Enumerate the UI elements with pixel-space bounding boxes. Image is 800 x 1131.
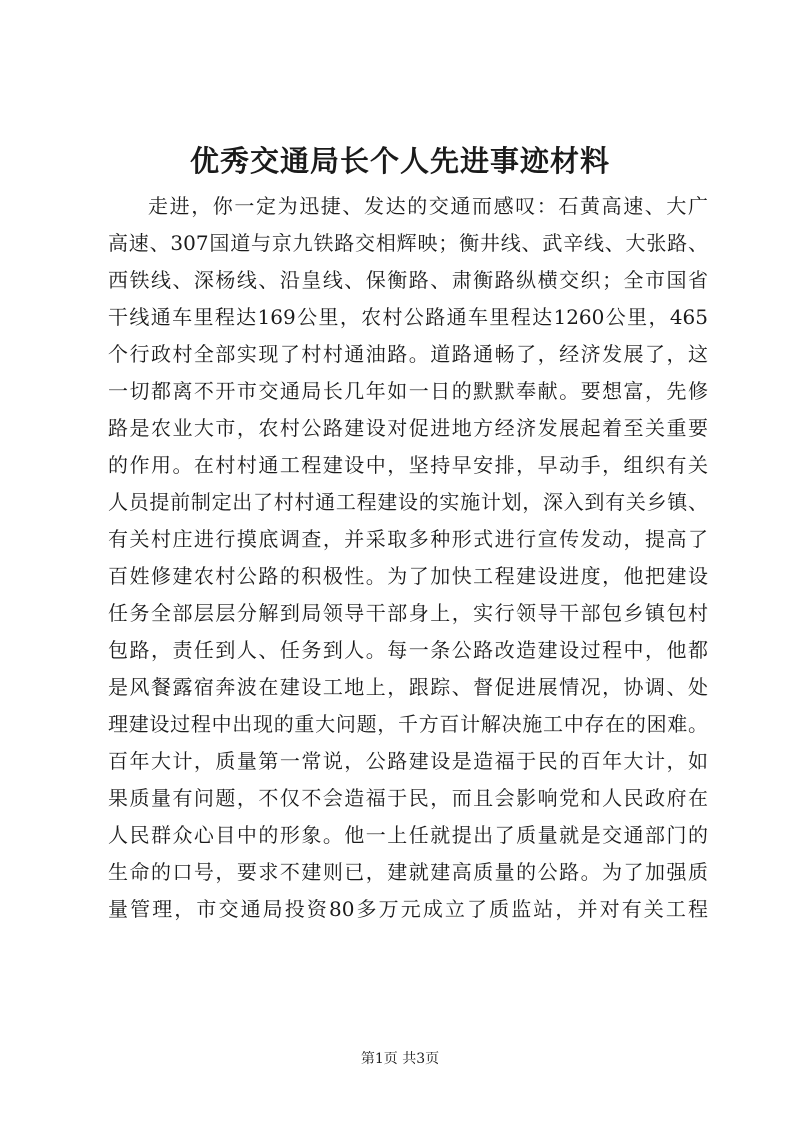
- body-line: 量管理，市交通局投资80多万元成立了质监站，并对有关工程: [108, 897, 708, 921]
- page-footer: 第1页 共3页: [360, 1051, 440, 1067]
- body-line: 是风餐露宿奔波在建设工地上，跟踪、督促进展情况，协调、处: [108, 675, 708, 699]
- body-line: 任务全部层层分解到局领导干部身上，实行领导干部包乡镇包村: [108, 601, 708, 625]
- body-line: 的作用。在村村通工程建设中，坚持早安排，早动手，组织有关: [108, 453, 708, 477]
- body-line: 干线通车里程达169公里，农村公路通车里程达1260公里，465: [108, 305, 708, 329]
- body-line: 果质量有问题，不仅不会造福于民，而且会影响党和人民政府在: [108, 786, 708, 810]
- body-line: 百年大计，质量第一常说，公路建设是造福于民的百年大计，如: [108, 749, 708, 773]
- body-line: 个行政村全部实现了村村通油路。道路通畅了，经济发展了，这: [108, 342, 708, 366]
- body-line: 理建设过程中出现的重大问题，千方百计解决施工中存在的困难。: [108, 712, 708, 736]
- body-line: 生命的口号，要求不建则已，建就建高质量的公路。为了加强质: [108, 860, 708, 884]
- body-line: 西铁线、深杨线、沿皇线、保衡路、肃衡路纵横交织；全市国省: [108, 268, 708, 292]
- body-line: 路是农业大市，农村公路建设对促进地方经济发展起着至关重要: [108, 416, 708, 440]
- body-line: 百姓修建农村公路的积极性。为了加快工程建设进度，他把建设: [108, 564, 708, 588]
- body-line: 包路，责任到人、任务到人。每一条公路改造建设过程中，他都: [108, 638, 708, 662]
- body-line: 人民群众心目中的形象。他一上任就提出了质量就是交通部门的: [108, 823, 708, 847]
- body-line: 有关村庄进行摸底调查，并采取多种形式进行宣传发动，提高了: [108, 527, 708, 551]
- body-line: 人员提前制定出了村村通工程建设的实施计划，深入到有关乡镇、: [108, 490, 708, 514]
- body-line: 一切都离不开市交通局长几年如一日的默默奉献。要想富，先修: [108, 379, 708, 403]
- document-body: [108, 188, 708, 928]
- body-line: 高速、307国道与京九铁路交相辉映；衡井线、武辛线、大张路、: [108, 231, 708, 255]
- body-line: 走进，你一定为迅捷、发达的交通而感叹：石黄高速、大广: [148, 194, 708, 218]
- document-title: 优秀交通局长个人先进事迹材料: [189, 144, 610, 178]
